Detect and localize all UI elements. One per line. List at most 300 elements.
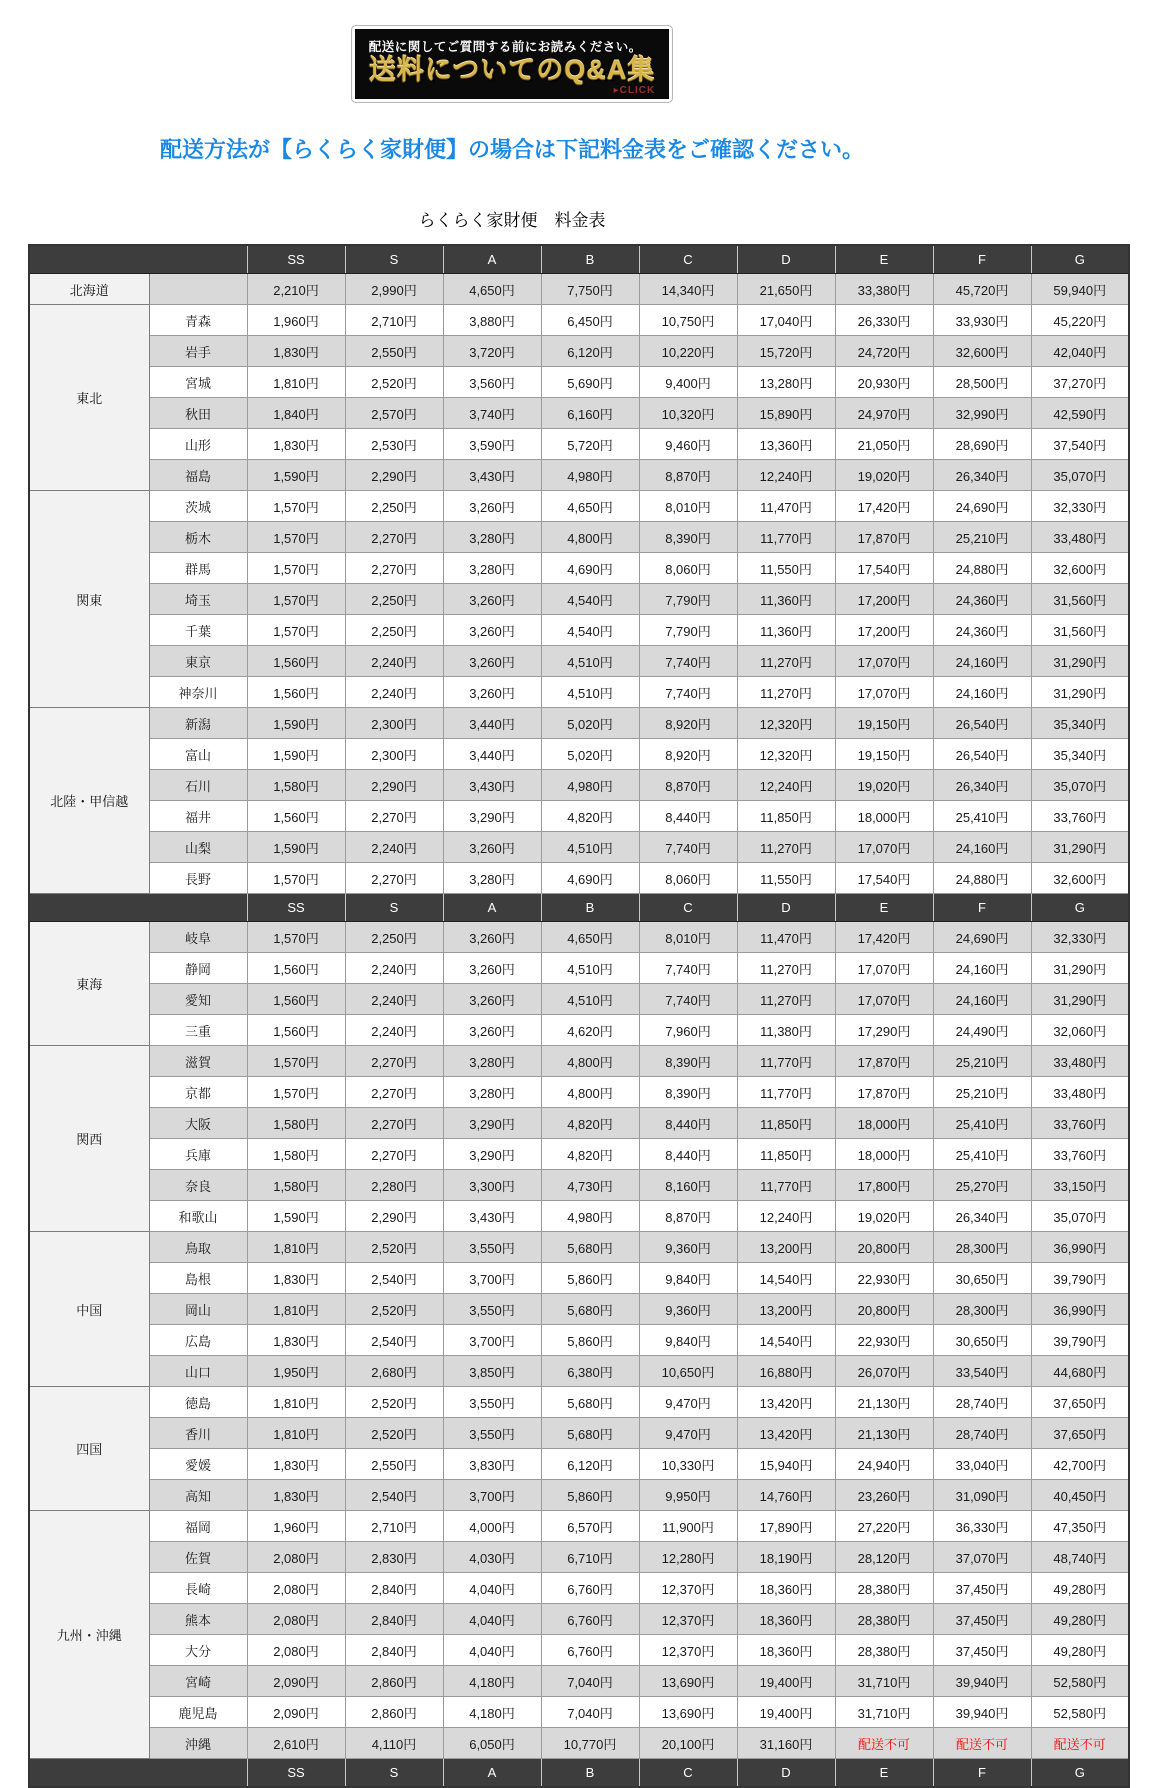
table-row xyxy=(29,1604,1129,1635)
price-cell: 1,570円 xyxy=(247,615,345,646)
table-row xyxy=(29,1480,1129,1511)
price-cell: 24,970円 xyxy=(835,398,933,429)
price-cell: 2,300円 xyxy=(345,708,443,739)
table-row xyxy=(29,832,1129,863)
prefecture-cell: 大分 xyxy=(149,1635,247,1666)
price-cell: 2,240円 xyxy=(345,646,443,677)
price-cell: 2,240円 xyxy=(345,677,443,708)
price-cell: 1,570円 xyxy=(247,1077,345,1108)
table-row xyxy=(29,491,1129,522)
price-cell: 8,440円 xyxy=(639,1108,737,1139)
region-cell: 関東 xyxy=(29,491,149,708)
price-cell: 18,000円 xyxy=(835,1108,933,1139)
price-cell: 42,040円 xyxy=(1031,336,1129,367)
table-row xyxy=(29,1356,1129,1387)
price-cell: 4,040円 xyxy=(443,1604,541,1635)
price-cell: 19,150円 xyxy=(835,739,933,770)
price-cell: 11,770円 xyxy=(737,1170,835,1201)
price-cell: 8,060円 xyxy=(639,553,737,584)
table-row xyxy=(29,460,1129,491)
price-cell: 26,330円 xyxy=(835,305,933,336)
size-column-header: B xyxy=(541,1759,639,1788)
prefecture-cell: 秋田 xyxy=(149,398,247,429)
prefecture-cell: 栃木 xyxy=(149,522,247,553)
price-cell: 3,280円 xyxy=(443,1046,541,1077)
shipping-rate-table xyxy=(28,244,1130,1788)
price-cell: 28,740円 xyxy=(933,1387,1031,1418)
price-cell: 2,840円 xyxy=(345,1604,443,1635)
price-cell: 6,120円 xyxy=(541,336,639,367)
price-cell: 20,800円 xyxy=(835,1232,933,1263)
price-cell: 8,440円 xyxy=(639,1139,737,1170)
price-cell: 28,740円 xyxy=(933,1418,1031,1449)
price-cell: 7,790円 xyxy=(639,615,737,646)
price-cell: 17,890円 xyxy=(737,1511,835,1542)
price-cell: 2,270円 xyxy=(345,1077,443,1108)
price-cell: 18,360円 xyxy=(737,1573,835,1604)
price-cell: 2,090円 xyxy=(247,1697,345,1728)
prefecture-cell: 宮城 xyxy=(149,367,247,398)
prefecture-cell: 埼玉 xyxy=(149,584,247,615)
price-cell: 4,800円 xyxy=(541,1077,639,1108)
price-cell: 2,270円 xyxy=(345,1046,443,1077)
price-cell: 26,540円 xyxy=(933,708,1031,739)
price-cell: 31,560円 xyxy=(1031,615,1129,646)
size-column-header: S xyxy=(345,1759,443,1788)
price-cell: 4,040円 xyxy=(443,1573,541,1604)
price-cell: 7,790円 xyxy=(639,584,737,615)
price-cell: 10,330円 xyxy=(639,1449,737,1480)
price-cell: 11,900円 xyxy=(639,1511,737,1542)
price-cell: 1,580円 xyxy=(247,770,345,801)
price-cell: 12,240円 xyxy=(737,1201,835,1232)
price-cell: 11,270円 xyxy=(737,953,835,984)
price-cell: 3,260円 xyxy=(443,677,541,708)
table-row xyxy=(29,274,1129,305)
price-cell: 1,570円 xyxy=(247,491,345,522)
price-cell: 4,650円 xyxy=(541,491,639,522)
price-cell: 4,980円 xyxy=(541,770,639,801)
price-cell: 1,560円 xyxy=(247,984,345,1015)
price-cell: 24,940円 xyxy=(835,1449,933,1480)
size-column-header: S xyxy=(345,894,443,922)
price-cell: 17,870円 xyxy=(835,522,933,553)
price-cell: 6,760円 xyxy=(541,1635,639,1666)
price-cell: 2,270円 xyxy=(345,863,443,894)
price-cell: 21,650円 xyxy=(737,274,835,305)
price-cell: 28,120円 xyxy=(835,1542,933,1573)
table-row xyxy=(29,677,1129,708)
price-cell: 4,030円 xyxy=(443,1542,541,1573)
price-cell: 1,830円 xyxy=(247,1263,345,1294)
price-cell: 12,370円 xyxy=(639,1635,737,1666)
shipping-qa-banner[interactable] xyxy=(351,25,673,103)
table-row xyxy=(29,429,1129,460)
price-cell: 5,860円 xyxy=(541,1480,639,1511)
price-cell: 3,260円 xyxy=(443,922,541,953)
table-row xyxy=(29,398,1129,429)
size-column-header: F xyxy=(933,894,1031,922)
price-cell: 49,280円 xyxy=(1031,1604,1129,1635)
size-header-row xyxy=(29,894,1129,922)
price-cell: 33,380円 xyxy=(835,274,933,305)
size-header-blank-cell xyxy=(29,245,247,274)
price-cell: 2,080円 xyxy=(247,1542,345,1573)
price-cell: 17,540円 xyxy=(835,863,933,894)
table-row xyxy=(29,1015,1129,1046)
table-row xyxy=(29,1387,1129,1418)
price-cell: 1,560円 xyxy=(247,677,345,708)
prefecture-cell: 茨城 xyxy=(149,491,247,522)
price-cell: 12,320円 xyxy=(737,708,835,739)
price-cell: 2,550円 xyxy=(345,1449,443,1480)
price-cell: 13,200円 xyxy=(737,1232,835,1263)
price-cell: 24,160円 xyxy=(933,677,1031,708)
price-cell: 1,570円 xyxy=(247,522,345,553)
price-cell: 4,620円 xyxy=(541,1015,639,1046)
size-column-header: G xyxy=(1031,1759,1129,1788)
price-cell: 49,280円 xyxy=(1031,1573,1129,1604)
region-cell: 東北 xyxy=(29,305,149,491)
price-cell: 30,650円 xyxy=(933,1325,1031,1356)
price-cell: 3,260円 xyxy=(443,615,541,646)
price-cell: 10,750円 xyxy=(639,305,737,336)
price-cell: 32,600円 xyxy=(1031,863,1129,894)
price-cell: 1,590円 xyxy=(247,708,345,739)
price-cell: 1,580円 xyxy=(247,1170,345,1201)
unavailable-cell: 配送不可 xyxy=(1031,1728,1129,1759)
price-cell: 2,540円 xyxy=(345,1325,443,1356)
price-cell: 25,410円 xyxy=(933,1108,1031,1139)
price-cell: 3,880円 xyxy=(443,305,541,336)
prefecture-cell: 神奈川 xyxy=(149,677,247,708)
table-row xyxy=(29,770,1129,801)
price-cell: 3,830円 xyxy=(443,1449,541,1480)
price-cell: 3,280円 xyxy=(443,522,541,553)
price-cell: 9,470円 xyxy=(639,1418,737,1449)
price-cell: 2,830円 xyxy=(345,1542,443,1573)
price-cell: 2,270円 xyxy=(345,1139,443,1170)
price-cell: 24,360円 xyxy=(933,615,1031,646)
price-cell: 19,020円 xyxy=(835,460,933,491)
price-cell: 3,560円 xyxy=(443,367,541,398)
price-cell: 11,770円 xyxy=(737,522,835,553)
price-cell: 24,160円 xyxy=(933,832,1031,863)
price-cell: 37,450円 xyxy=(933,1573,1031,1604)
price-cell: 33,760円 xyxy=(1031,1139,1129,1170)
size-column-header: G xyxy=(1031,894,1129,922)
price-cell: 3,260円 xyxy=(443,832,541,863)
price-cell: 7,960円 xyxy=(639,1015,737,1046)
price-cell: 8,440円 xyxy=(639,801,737,832)
price-cell: 8,920円 xyxy=(639,708,737,739)
price-cell: 11,270円 xyxy=(737,984,835,1015)
price-cell: 2,270円 xyxy=(345,1108,443,1139)
prefecture-cell: 愛知 xyxy=(149,984,247,1015)
prefecture-cell: 愛媛 xyxy=(149,1449,247,1480)
price-cell: 6,710円 xyxy=(541,1542,639,1573)
price-cell: 27,220円 xyxy=(835,1511,933,1542)
prefecture-cell: 山口 xyxy=(149,1356,247,1387)
price-cell: 12,280円 xyxy=(639,1542,737,1573)
price-cell: 4,800円 xyxy=(541,522,639,553)
price-cell: 10,650円 xyxy=(639,1356,737,1387)
price-cell: 17,200円 xyxy=(835,584,933,615)
price-cell: 17,800円 xyxy=(835,1170,933,1201)
price-cell: 22,930円 xyxy=(835,1325,933,1356)
price-cell: 11,360円 xyxy=(737,584,835,615)
price-cell: 59,940円 xyxy=(1031,274,1129,305)
price-cell: 6,160円 xyxy=(541,398,639,429)
size-column-header: D xyxy=(737,1759,835,1788)
price-cell: 1,960円 xyxy=(247,1511,345,1542)
price-cell: 2,520円 xyxy=(345,367,443,398)
price-cell: 8,920円 xyxy=(639,739,737,770)
prefecture-cell: 福井 xyxy=(149,801,247,832)
table-row xyxy=(29,1232,1129,1263)
price-cell: 3,290円 xyxy=(443,1108,541,1139)
price-cell: 4,110円 xyxy=(345,1728,443,1759)
price-cell: 3,300円 xyxy=(443,1170,541,1201)
price-cell: 2,540円 xyxy=(345,1263,443,1294)
price-cell: 12,320円 xyxy=(737,739,835,770)
price-cell: 1,830円 xyxy=(247,429,345,460)
price-cell: 2,250円 xyxy=(345,922,443,953)
price-cell: 4,690円 xyxy=(541,863,639,894)
price-cell: 28,300円 xyxy=(933,1232,1031,1263)
shipping-rate-table-body xyxy=(29,245,1129,1787)
price-cell: 6,050円 xyxy=(443,1728,541,1759)
price-cell: 3,550円 xyxy=(443,1418,541,1449)
price-cell: 3,430円 xyxy=(443,1201,541,1232)
price-cell: 2,610円 xyxy=(247,1728,345,1759)
table-row xyxy=(29,1728,1129,1759)
price-cell: 37,270円 xyxy=(1031,367,1129,398)
price-cell: 11,550円 xyxy=(737,863,835,894)
price-cell: 25,410円 xyxy=(933,801,1031,832)
price-cell: 3,260円 xyxy=(443,953,541,984)
price-cell: 4,820円 xyxy=(541,1108,639,1139)
price-cell: 39,940円 xyxy=(933,1697,1031,1728)
price-cell: 30,650円 xyxy=(933,1263,1031,1294)
price-cell: 3,260円 xyxy=(443,1015,541,1046)
price-cell: 24,160円 xyxy=(933,953,1031,984)
price-cell: 2,290円 xyxy=(345,460,443,491)
price-cell: 5,680円 xyxy=(541,1387,639,1418)
price-cell: 4,650円 xyxy=(443,274,541,305)
price-cell: 5,860円 xyxy=(541,1325,639,1356)
price-cell: 3,550円 xyxy=(443,1294,541,1325)
price-cell: 1,570円 xyxy=(247,584,345,615)
price-cell: 8,010円 xyxy=(639,922,737,953)
price-cell: 3,280円 xyxy=(443,553,541,584)
price-cell: 2,990円 xyxy=(345,274,443,305)
price-cell: 3,290円 xyxy=(443,801,541,832)
price-cell: 2,840円 xyxy=(345,1635,443,1666)
price-cell: 25,410円 xyxy=(933,1139,1031,1170)
price-cell: 3,260円 xyxy=(443,491,541,522)
price-cell: 25,210円 xyxy=(933,1046,1031,1077)
price-cell: 13,280円 xyxy=(737,367,835,398)
price-cell: 1,570円 xyxy=(247,863,345,894)
price-cell: 17,540円 xyxy=(835,553,933,584)
price-cell: 8,870円 xyxy=(639,1201,737,1232)
price-cell: 3,590円 xyxy=(443,429,541,460)
top-section xyxy=(0,0,1024,231)
table-row xyxy=(29,615,1129,646)
price-cell: 45,720円 xyxy=(933,274,1031,305)
price-cell: 33,540円 xyxy=(933,1356,1031,1387)
size-column-header: A xyxy=(443,245,541,274)
prefecture-cell: 福岡 xyxy=(149,1511,247,1542)
prefecture-cell: 香川 xyxy=(149,1418,247,1449)
price-cell: 3,440円 xyxy=(443,739,541,770)
price-cell: 2,860円 xyxy=(345,1666,443,1697)
table-row xyxy=(29,708,1129,739)
price-cell: 8,060円 xyxy=(639,863,737,894)
price-cell: 5,020円 xyxy=(541,708,639,739)
price-cell: 17,040円 xyxy=(737,305,835,336)
price-cell: 4,820円 xyxy=(541,801,639,832)
price-cell: 7,740円 xyxy=(639,677,737,708)
price-cell: 13,200円 xyxy=(737,1294,835,1325)
price-cell: 14,540円 xyxy=(737,1325,835,1356)
price-cell: 4,510円 xyxy=(541,953,639,984)
price-cell: 19,020円 xyxy=(835,1201,933,1232)
prefecture-cell: 富山 xyxy=(149,739,247,770)
price-cell: 3,430円 xyxy=(443,770,541,801)
price-cell: 7,750円 xyxy=(541,274,639,305)
price-cell: 11,850円 xyxy=(737,1108,835,1139)
size-header-blank-cell xyxy=(29,894,247,922)
price-cell: 7,740円 xyxy=(639,832,737,863)
price-cell: 31,160円 xyxy=(737,1728,835,1759)
price-cell: 2,520円 xyxy=(345,1387,443,1418)
table-row xyxy=(29,1573,1129,1604)
price-cell: 4,650円 xyxy=(541,922,639,953)
price-cell: 8,870円 xyxy=(639,460,737,491)
table-row xyxy=(29,646,1129,677)
price-cell: 4,180円 xyxy=(443,1666,541,1697)
price-cell: 2,520円 xyxy=(345,1294,443,1325)
price-cell: 4,730円 xyxy=(541,1170,639,1201)
price-cell: 7,740円 xyxy=(639,953,737,984)
price-cell: 26,070円 xyxy=(835,1356,933,1387)
price-cell: 33,760円 xyxy=(1031,801,1129,832)
price-cell: 42,590円 xyxy=(1031,398,1129,429)
prefecture-cell: 京都 xyxy=(149,1077,247,1108)
price-cell: 36,990円 xyxy=(1031,1294,1129,1325)
price-cell: 37,650円 xyxy=(1031,1418,1129,1449)
price-cell: 7,740円 xyxy=(639,984,737,1015)
size-column-header: C xyxy=(639,894,737,922)
price-cell: 11,850円 xyxy=(737,801,835,832)
price-cell: 11,360円 xyxy=(737,615,835,646)
shipping-qa-banner-inner xyxy=(355,29,669,99)
price-cell: 2,550円 xyxy=(345,336,443,367)
price-cell: 20,800円 xyxy=(835,1294,933,1325)
price-cell: 3,740円 xyxy=(443,398,541,429)
price-cell: 35,070円 xyxy=(1031,770,1129,801)
table-row xyxy=(29,984,1129,1015)
price-cell: 6,450円 xyxy=(541,305,639,336)
price-cell: 2,290円 xyxy=(345,1201,443,1232)
price-cell: 18,000円 xyxy=(835,1139,933,1170)
size-column-header: SS xyxy=(247,894,345,922)
banner-notice-text: 配送に関してご質問する前にお読みください。 xyxy=(368,40,642,54)
table-row xyxy=(29,1635,1129,1666)
price-cell: 28,380円 xyxy=(835,1604,933,1635)
price-cell: 24,720円 xyxy=(835,336,933,367)
prefecture-cell: 岐阜 xyxy=(149,922,247,953)
price-cell: 1,580円 xyxy=(247,1139,345,1170)
size-column-header: SS xyxy=(247,245,345,274)
price-cell: 1,830円 xyxy=(247,1449,345,1480)
prefecture-cell: 岩手 xyxy=(149,336,247,367)
price-cell: 17,290円 xyxy=(835,1015,933,1046)
price-cell: 28,380円 xyxy=(835,1573,933,1604)
price-cell: 2,290円 xyxy=(345,770,443,801)
price-cell: 33,480円 xyxy=(1031,1077,1129,1108)
price-cell: 9,360円 xyxy=(639,1294,737,1325)
price-cell: 31,290円 xyxy=(1031,832,1129,863)
price-cell: 39,790円 xyxy=(1031,1325,1129,1356)
prefecture-cell: 奈良 xyxy=(149,1170,247,1201)
price-cell: 5,680円 xyxy=(541,1418,639,1449)
price-cell: 2,710円 xyxy=(345,1511,443,1542)
price-cell: 2,270円 xyxy=(345,522,443,553)
price-cell: 1,810円 xyxy=(247,1418,345,1449)
price-cell: 1,830円 xyxy=(247,1325,345,1356)
table-row xyxy=(29,1170,1129,1201)
price-cell: 35,070円 xyxy=(1031,460,1129,491)
price-cell: 17,420円 xyxy=(835,491,933,522)
price-cell: 14,760円 xyxy=(737,1480,835,1511)
price-cell: 45,220円 xyxy=(1031,305,1129,336)
price-cell: 21,130円 xyxy=(835,1387,933,1418)
size-column-header: F xyxy=(933,1759,1031,1788)
price-cell: 1,560円 xyxy=(247,646,345,677)
unavailable-cell: 配送不可 xyxy=(933,1728,1031,1759)
table-row xyxy=(29,739,1129,770)
prefecture-cell: 山形 xyxy=(149,429,247,460)
prefecture-cell: 島根 xyxy=(149,1263,247,1294)
price-cell: 37,070円 xyxy=(933,1542,1031,1573)
price-cell: 5,020円 xyxy=(541,739,639,770)
price-cell: 13,360円 xyxy=(737,429,835,460)
price-cell: 37,650円 xyxy=(1031,1387,1129,1418)
price-cell: 2,240円 xyxy=(345,984,443,1015)
price-cell: 6,570円 xyxy=(541,1511,639,1542)
price-cell: 12,370円 xyxy=(639,1573,737,1604)
price-cell: 44,680円 xyxy=(1031,1356,1129,1387)
size-column-header: B xyxy=(541,245,639,274)
prefecture-cell: 長崎 xyxy=(149,1573,247,1604)
prefecture-cell: 熊本 xyxy=(149,1604,247,1635)
price-cell: 7,740円 xyxy=(639,646,737,677)
price-cell: 17,070円 xyxy=(835,677,933,708)
price-cell: 12,370円 xyxy=(639,1604,737,1635)
price-cell: 31,290円 xyxy=(1031,984,1129,1015)
price-cell: 4,180円 xyxy=(443,1697,541,1728)
price-cell: 40,450円 xyxy=(1031,1480,1129,1511)
table-row xyxy=(29,1449,1129,1480)
price-cell: 32,330円 xyxy=(1031,491,1129,522)
price-cell: 11,770円 xyxy=(737,1046,835,1077)
price-cell: 4,800円 xyxy=(541,1046,639,1077)
price-cell: 8,390円 xyxy=(639,1077,737,1108)
price-cell: 9,470円 xyxy=(639,1387,737,1418)
